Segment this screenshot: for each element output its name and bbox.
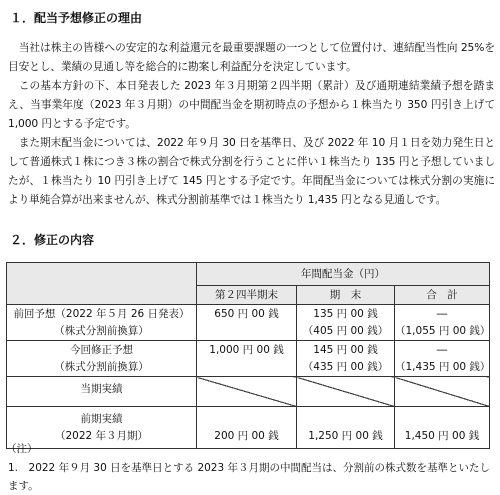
section-2-heading: ２．修正の内容 [10, 233, 95, 247]
row-label: 前回予想（2022 年５月 26 日発表） （株式分割前換算） [7, 305, 197, 341]
row-label: 今回修正予想 （株式分割前換算） [7, 341, 197, 377]
section-1-heading: １．配当予想修正の理由 [10, 11, 143, 25]
cell-q2-empty [197, 377, 297, 407]
cell-total: ― （1,055 円 00 銭） [395, 305, 490, 341]
column-header-total: 合 計 [395, 286, 490, 305]
cell-total: 1,450 円 00 銭 [395, 407, 490, 449]
row-label: 前期実績 （2022 年３月期） [7, 407, 197, 449]
table-row-revised-forecast [7, 341, 490, 377]
section-1-body [8, 38, 495, 209]
table-corner [7, 263, 197, 305]
footnote-1: 1. 2022 年９月 30 日を基準日とする 2023 年３月期の中間配当は、分割前の株式数を基準といたします。 [8, 462, 491, 492]
cell-total-empty [395, 377, 490, 407]
row-label: 当期実績 [7, 377, 197, 407]
cell-total: ― （1,435 円 00 銭） [395, 341, 490, 377]
table-row-current-results [7, 377, 490, 407]
cell-year-end: 145 円 00 銭 （435 円 00 銭） [297, 341, 395, 377]
table-row-previous-forecast [7, 305, 490, 341]
column-header-q2: 第２四半期末 [197, 286, 297, 305]
dividend-table [6, 262, 490, 449]
cell-year-end: 135 円 00 銭 （405 円 00 銭） [297, 305, 395, 341]
cell-year-end-empty [297, 377, 395, 407]
cell-q2: 1,000 円 00 銭 [197, 341, 297, 377]
paragraph-3: また期末配当金については、2022 年９月 30 日を基準日、及び 2022 年 10 月１日を効力発生日として普通株式１株につき３株の割合で株式分割を行うことに伴い１株当たり 135 円と予想していましたが、１株当たり 10 円引き上げて 145 円とする予定です。年間配当金については株式分割の実施により単純合算が出来ませんが、株式分割前基準では１株当たり 1,435 円となる見通しです。 [8, 136, 495, 206]
cell-q2: 200 円 00 銭 [197, 407, 297, 449]
table-row-previous-results [7, 407, 490, 449]
column-header-year-end: 期 末 [297, 286, 395, 305]
cell-year-end: 1,250 円 00 銭 [297, 407, 395, 449]
paragraph-1: 当社は株主の皆様への安定的な利益還元を最重要課題の一つとして位置付け、連結配当性向 25%を目安とし、業績の見通し等を総合的に勘案し利益配分を決定しています。 [8, 41, 495, 73]
paragraph-2: この基本方針の下、本日発表した 2023 年３月期第２四半期（累計）及び通期連結業績予想を踏まえ、当事業年度（2023 年３月期）の中間配当金を期初時点の予想から１株当たり 350 円引き上げて 1,000 円とする予定です。 [8, 79, 495, 130]
cell-q2: 650 円 00 銭 [197, 305, 297, 341]
note-label: （注） [6, 443, 38, 455]
table-header-annual: 年間配当金（円） [197, 263, 490, 286]
